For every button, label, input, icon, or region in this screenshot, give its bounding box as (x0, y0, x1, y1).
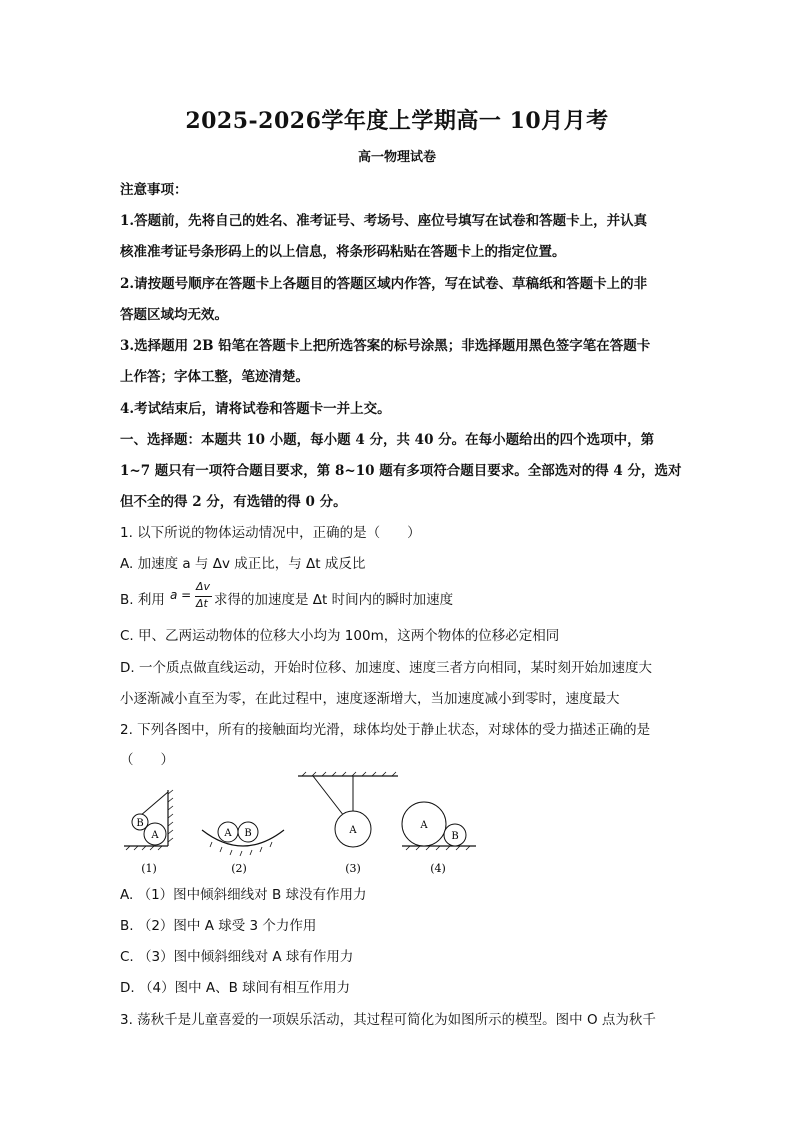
figure-label: (2) (231, 862, 247, 875)
page-subtitle: 高一物理试卷 (357, 150, 436, 165)
question-2-stem: 2. 下列各图中，所有的接触面均光滑，球体均处于静止状态，对球体的受力描述正确的是 (120, 722, 651, 738)
question-3-stem: 3. 荡秋千是儿童喜爱的一项娱乐活动，其过程可简化为如图所示的模型。图中 O 点为秋千 (120, 1012, 656, 1028)
question-1-option-d-cont: 小逐渐减小直至为零，在此过程中，速度逐渐增大，当加速度减小到零时，速度最大 (120, 691, 620, 707)
question-1-option-c: C. 甲、乙两运动物体的位移大小均为 100m，这两个物体的位移必定相同 (120, 628, 560, 644)
notice-line: 4.考试结束后，请将试卷和答题卡一并上交。 (120, 401, 391, 417)
question-1-stem: 1. 以下所说的物体运动情况中，正确的是（ ） (120, 525, 421, 541)
question-1-option-d: D. 一个质点做直线运动，开始时位移、加速度、速度三者方向相同，某时刻开始加速度大 (120, 660, 652, 676)
question-2-option-b: B. （2）图中 A 球受 3 个力作用 (120, 918, 317, 934)
question-2-stem-cont: （ ） (120, 752, 174, 768)
question-2-figure (118, 770, 488, 880)
notice-line: 2.请按题号顺序在答题卡上各题目的答题区域内作答，写在试卷、草稿纸和答题卡上的非 (120, 276, 648, 292)
figure-4 (402, 802, 476, 875)
formula-lhs: a = (170, 588, 192, 602)
ball-b-label: B (136, 818, 144, 829)
notice-line: 答题区域均无效。 (120, 307, 228, 323)
question-1-option-b (120, 580, 680, 614)
section-heading: 一、选择题：本题共 10 小题，每小题 4 分，共 40 分。在每小题给出的四个选项中，第 (120, 432, 655, 448)
notice-line: 上作答；字体工整，笔迹清楚。 (120, 369, 309, 385)
notice-line: 1.答题前，先将自己的姓名、准考证号、考场号、座位号填写在试卷和答题卡上，并认真 (120, 213, 648, 229)
section-heading: 1~7 题只有一项符合题目要求，第 8~10 题有多项符合题目要求。全部选对的得 4 分，选对 (120, 463, 682, 479)
question-2-option-a: A. （1）图中倾斜细线对 B 球没有作用力 (120, 887, 367, 903)
page-title: 2025-2026学年度上学期高一 10月月考 (185, 108, 609, 134)
figure-2 (202, 822, 284, 875)
formula-denominator: Δt (196, 597, 208, 610)
notice-line: 核准准考证号条形码上的以上信息，将条形码粘贴在答题卡上的指定位置。 (120, 244, 566, 260)
formula-numerator: Δv (196, 580, 211, 593)
ball-b-label: B (244, 828, 252, 839)
notice-line: 3.选择题用 2B 铅笔在答题卡上把所选答案的标号涂黑；非选择题用黑色签字笔在答题卡 (120, 338, 651, 354)
figure-3 (298, 772, 398, 875)
question-1-option-a: A. 加速度 a 与 Δv 成正比，与 Δt 成反比 (120, 556, 366, 572)
ball-a-label: A (151, 830, 159, 841)
option-b-prefix: B. 利用 (120, 592, 165, 608)
ball-a-label: A (420, 820, 428, 831)
option-b-suffix: 求得的加速度是 Δt 时间内的瞬时加速度 (214, 592, 454, 608)
ball-a-label: A (349, 825, 357, 836)
question-2-option-c: C. （3）图中倾斜细线对 A 球有作用力 (120, 949, 354, 965)
ball-b-label: B (451, 831, 459, 842)
section-heading: 但不全的得 2 分，有选错的得 0 分。 (120, 494, 347, 510)
figure-label: (4) (430, 862, 446, 875)
ball-a-label: A (224, 828, 232, 839)
question-2-option-d: D. （4）图中 A、B 球间有相互作用力 (120, 980, 351, 996)
figure-label: (3) (345, 862, 361, 875)
notice-heading: 注意事项： (120, 182, 188, 198)
figure-1 (124, 790, 173, 875)
figure-label: (1) (141, 862, 157, 875)
